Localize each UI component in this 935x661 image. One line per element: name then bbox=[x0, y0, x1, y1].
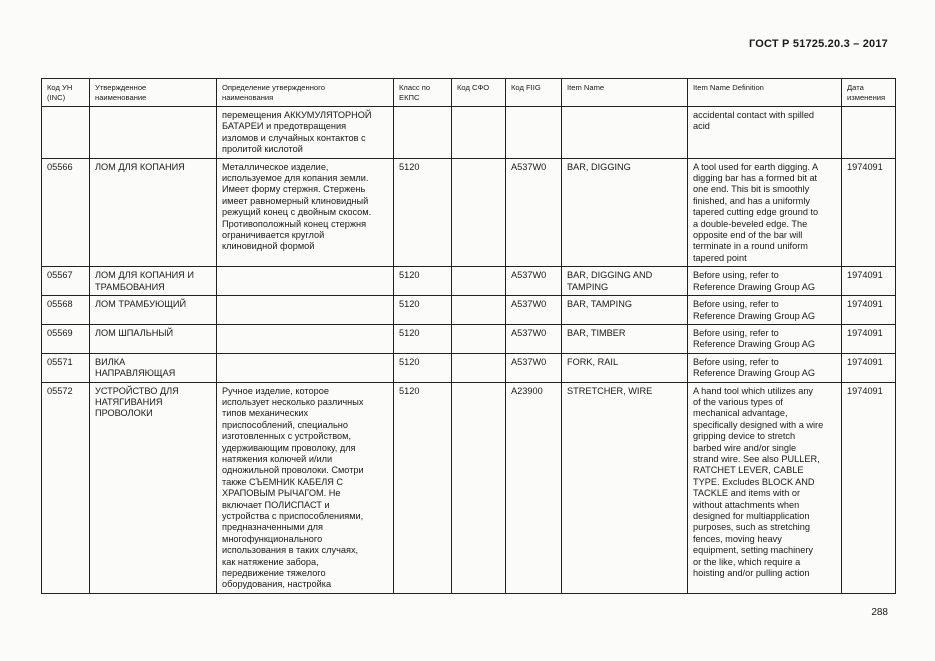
cell-fiig: A537W0 bbox=[506, 267, 562, 296]
cell-definition-ru: перемещения АККУМУЛЯТОРНОЙ БАТАРЕИ и предотвращения изломов и случайных контактов с пролитой кислотой bbox=[217, 107, 394, 159]
col-header-sfo-code: Код СФО bbox=[452, 79, 506, 107]
cell-definition-en: A hand tool which utilizes any of the various types of mechanical advantage, specifically designed with a wire gripping device to stretch barbed wire and/or single strand wire. See also PULLER, RATCHET LEVER, CABLE TYPE. Excludes BLOCK AND TACKLE and items with or without attachments when designed for multiapplication purposes, such as stretching fences, moving heavy equipment, setting machinery or the like, which require a hoisting and/or pulling action bbox=[688, 382, 842, 593]
cell-name-ru: ЛОМ ДЛЯ КОПАНИЯ И ТРАМБОВАНИЯ bbox=[90, 267, 217, 296]
cell-item-name: BAR, DIGGING bbox=[562, 158, 688, 267]
col-header-ekps-class: Класс по ЕКПС bbox=[394, 79, 452, 107]
col-header-change-date: Дата изменения bbox=[842, 79, 896, 107]
cell-class: 5120 bbox=[394, 324, 452, 353]
cell-inc: 05567 bbox=[42, 267, 90, 296]
cell-class bbox=[394, 107, 452, 159]
cell-definition-en: Before using, refer to Reference Drawing Group AG bbox=[688, 296, 842, 325]
cell-class: 5120 bbox=[394, 296, 452, 325]
cell-item-name: BAR, TAMPING bbox=[562, 296, 688, 325]
col-header-item-name-definition: Item Name Definition bbox=[688, 79, 842, 107]
cell-sfo bbox=[452, 107, 506, 159]
cell-definition-ru bbox=[217, 296, 394, 325]
cell-definition-en: Before using, refer to Reference Drawing Group AG bbox=[688, 324, 842, 353]
cell-inc: 05569 bbox=[42, 324, 90, 353]
cell-class: 5120 bbox=[394, 267, 452, 296]
cell-definition-ru bbox=[217, 324, 394, 353]
cell-definition-ru bbox=[217, 353, 394, 382]
cell-item-name: BAR, TIMBER bbox=[562, 324, 688, 353]
cell-item-name: BAR, DIGGING AND TAMPING bbox=[562, 267, 688, 296]
cell-fiig: A537W0 bbox=[506, 353, 562, 382]
cell-sfo bbox=[452, 267, 506, 296]
cell-inc: 05572 bbox=[42, 382, 90, 593]
table-row bbox=[42, 353, 896, 382]
cell-definition-en: Before using, refer to Reference Drawing Group AG bbox=[688, 267, 842, 296]
cell-date: 1974091 bbox=[842, 296, 896, 325]
table-row bbox=[42, 267, 896, 296]
cell-definition-ru: Ручное изделие, которое использует несколько различных типов механических приспособлений, специально изготовленных с устройством, удерживающим проволоку, для натяжения колючей и/или одножильной проволоки. Смотри также СЪЕМНИК КАБЕЛЯ С ХРАПОВЫМ РЫЧАГОМ. Не включает ПОЛИСПАСТ и устройства с приспособлениями, предназначенными для многофункционального использования в таких случаях, как натяжение забора, передвижение тяжелого оборудования, настройка bbox=[217, 382, 394, 593]
table-header-row bbox=[42, 79, 896, 107]
cell-date: 1974091 bbox=[842, 353, 896, 382]
cell-inc: 05571 bbox=[42, 353, 90, 382]
cell-inc bbox=[42, 107, 90, 159]
cell-item-name bbox=[562, 107, 688, 159]
cell-sfo bbox=[452, 353, 506, 382]
cell-sfo bbox=[452, 158, 506, 267]
cell-date: 1974091 bbox=[842, 382, 896, 593]
cell-class: 5120 bbox=[394, 382, 452, 593]
cell-name-ru bbox=[90, 107, 217, 159]
cell-definition-en: A tool used for earth digging. A digging bar has a formed bit at one end. This bit is smoothly finished, and has a uniformly tapered cutting edge ground to a double-beveled edge. The opposite end of the bar will terminate in a round uniform tapered point bbox=[688, 158, 842, 267]
cell-fiig: A23900 bbox=[506, 382, 562, 593]
cell-fiig: A537W0 bbox=[506, 158, 562, 267]
cell-fiig: A537W0 bbox=[506, 324, 562, 353]
cell-inc: 05568 bbox=[42, 296, 90, 325]
col-header-name-definition-ru: Определение утвержденного наименования bbox=[217, 79, 394, 107]
catalog-table bbox=[41, 78, 896, 594]
col-header-fiig-code: Код FIIG bbox=[506, 79, 562, 107]
cell-sfo bbox=[452, 382, 506, 593]
col-header-approved-name: Утвержденное наименование bbox=[90, 79, 217, 107]
cell-name-ru: ЛОМ ТРАМБУЮЩИЙ bbox=[90, 296, 217, 325]
cell-date: 1974091 bbox=[842, 267, 896, 296]
page-number: 288 bbox=[871, 607, 888, 618]
cell-class: 5120 bbox=[394, 158, 452, 267]
cell-sfo bbox=[452, 324, 506, 353]
table-row bbox=[42, 296, 896, 325]
table-row bbox=[42, 324, 896, 353]
cell-definition-en: Before using, refer to Reference Drawing Group AG bbox=[688, 353, 842, 382]
cell-date: 1974091 bbox=[842, 324, 896, 353]
cell-inc: 05566 bbox=[42, 158, 90, 267]
cell-fiig bbox=[506, 107, 562, 159]
table-row bbox=[42, 158, 896, 267]
cell-item-name: FORK, RAIL bbox=[562, 353, 688, 382]
cell-definition-ru: Металлическое изделие, используемое для копания земли. Имеет форму стержня. Стержень имеет равномерный клиновидный режущий конец с двойным скосом. Противоположный конец стержня ограничивается круглой клиновидной формой bbox=[217, 158, 394, 267]
cell-name-ru: ЛОМ ДЛЯ КОПАНИЯ bbox=[90, 158, 217, 267]
cell-class: 5120 bbox=[394, 353, 452, 382]
cell-fiig: A537W0 bbox=[506, 296, 562, 325]
col-header-item-name: Item Name bbox=[562, 79, 688, 107]
cell-sfo bbox=[452, 296, 506, 325]
cell-item-name: STRETCHER, WIRE bbox=[562, 382, 688, 593]
cell-name-ru: ЛОМ ШПАЛЬНЫЙ bbox=[90, 324, 217, 353]
cell-definition-ru bbox=[217, 267, 394, 296]
cell-date: 1974091 bbox=[842, 158, 896, 267]
table-row bbox=[42, 382, 896, 593]
cell-date bbox=[842, 107, 896, 159]
col-header-inc: Код УН (INC) bbox=[42, 79, 90, 107]
cell-name-ru: УСТРОЙСТВО ДЛЯ НАТЯГИВАНИЯ ПРОВОЛОКИ bbox=[90, 382, 217, 593]
cell-definition-en: accidental contact with spilled acid bbox=[688, 107, 842, 159]
cell-name-ru: ВИЛКА НАПРАВЛЯЮЩАЯ bbox=[90, 353, 217, 382]
document-standard-header: ГОСТ Р 51725.20.3 – 2017 bbox=[748, 38, 888, 50]
table-row bbox=[42, 107, 896, 159]
